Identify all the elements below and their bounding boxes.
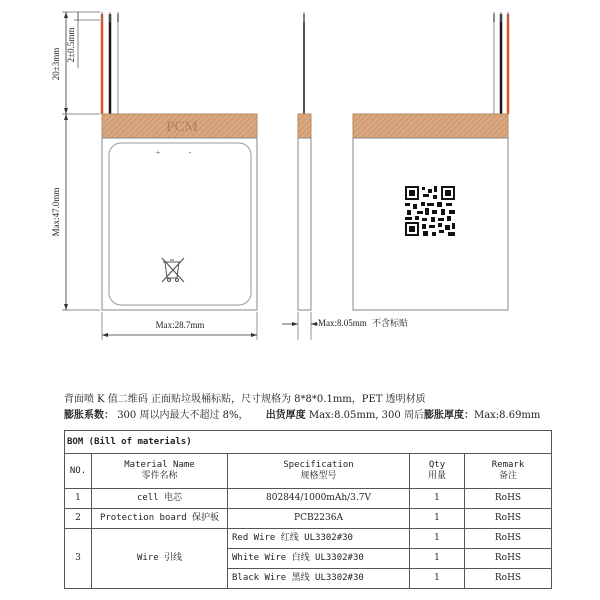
- bom-table: [64, 430, 552, 589]
- cell-no: 3: [65, 529, 92, 589]
- cell-name: Wire 引线: [92, 529, 228, 589]
- cell-spec: Black Wire 黑线 UL3302#30: [228, 569, 410, 589]
- swell-thickness-text: Max:8.69mm: [473, 410, 541, 421]
- table-row: [65, 489, 552, 509]
- pcm-band-side: [298, 114, 311, 138]
- plus-mark: +: [155, 148, 161, 157]
- swell-label: 膨胀系数：: [64, 410, 114, 421]
- strip-length-label: 2±0.5mm: [66, 27, 76, 63]
- wire-length-label: 20±3mm: [51, 47, 61, 81]
- height-label: Max:47.0mm: [51, 187, 61, 237]
- cell-body-front: [102, 138, 257, 310]
- cell-qty: 1: [410, 549, 465, 569]
- cell-remark: RoHS: [465, 569, 552, 589]
- bom-title: BOM (Bill of materials): [65, 431, 552, 454]
- label-note: 背面喷 K 值二维码 正面贴垃圾桶标贴，尺寸规格为 8*8*0.1mm，PET 透明材质: [64, 394, 426, 405]
- header-remark: Remark 备注: [465, 454, 552, 489]
- cell-spec: White Wire 白线 UL3302#30: [228, 549, 410, 569]
- back-view: [353, 12, 508, 310]
- swell-note: [64, 406, 540, 421]
- table-row: [65, 529, 552, 549]
- cell-remark: RoHS: [465, 489, 552, 509]
- thickness-label: Max:8.05mm 不含标贴: [318, 318, 409, 328]
- cell-qty: 1: [410, 529, 465, 549]
- pcm-label: PCM: [166, 119, 198, 135]
- cell-body-side: [298, 138, 311, 310]
- cell-qty: 1: [410, 509, 465, 529]
- thickness-label-note: 出货厚度: [265, 410, 306, 421]
- cell-name: cell 电芯: [92, 489, 228, 509]
- thickness-text: Max:8.05mm, 300 周后: [308, 410, 424, 421]
- cell-spec: 802844/1000mAh/3.7V: [228, 489, 410, 509]
- cell-qty: 1: [410, 489, 465, 509]
- pcm-band-back: [353, 114, 508, 138]
- cell-remark: RoHS: [465, 509, 552, 529]
- header-no: NO.: [65, 454, 92, 489]
- cell-qty: 1: [410, 569, 465, 589]
- qr-code-icon: [405, 186, 455, 236]
- cell-remark: RoHS: [465, 549, 552, 569]
- table-row: [65, 509, 552, 529]
- cell-spec: Red Wire 红线 UL3302#30: [228, 529, 410, 549]
- swell-thickness-label: 膨胀厚度：: [423, 410, 474, 421]
- front-view: [51, 12, 257, 340]
- cell-spec: PCB2236A: [228, 509, 410, 529]
- header-qty: Qty 用量: [410, 454, 465, 489]
- width-label: Max:28.7mm: [155, 320, 205, 330]
- cell-no: 1: [65, 489, 92, 509]
- cell-name: Protection board 保护板: [92, 509, 228, 529]
- header-material: Material Name 零件名称: [92, 454, 228, 489]
- bom-header-row: [65, 454, 552, 489]
- minus-mark: -: [188, 148, 192, 157]
- swell-text: 300 周以内最大不超过 8%，: [117, 410, 249, 421]
- header-spec: Specification 规格型号: [228, 454, 410, 489]
- cell-remark: RoHS: [465, 529, 552, 549]
- cell-no: 2: [65, 509, 92, 529]
